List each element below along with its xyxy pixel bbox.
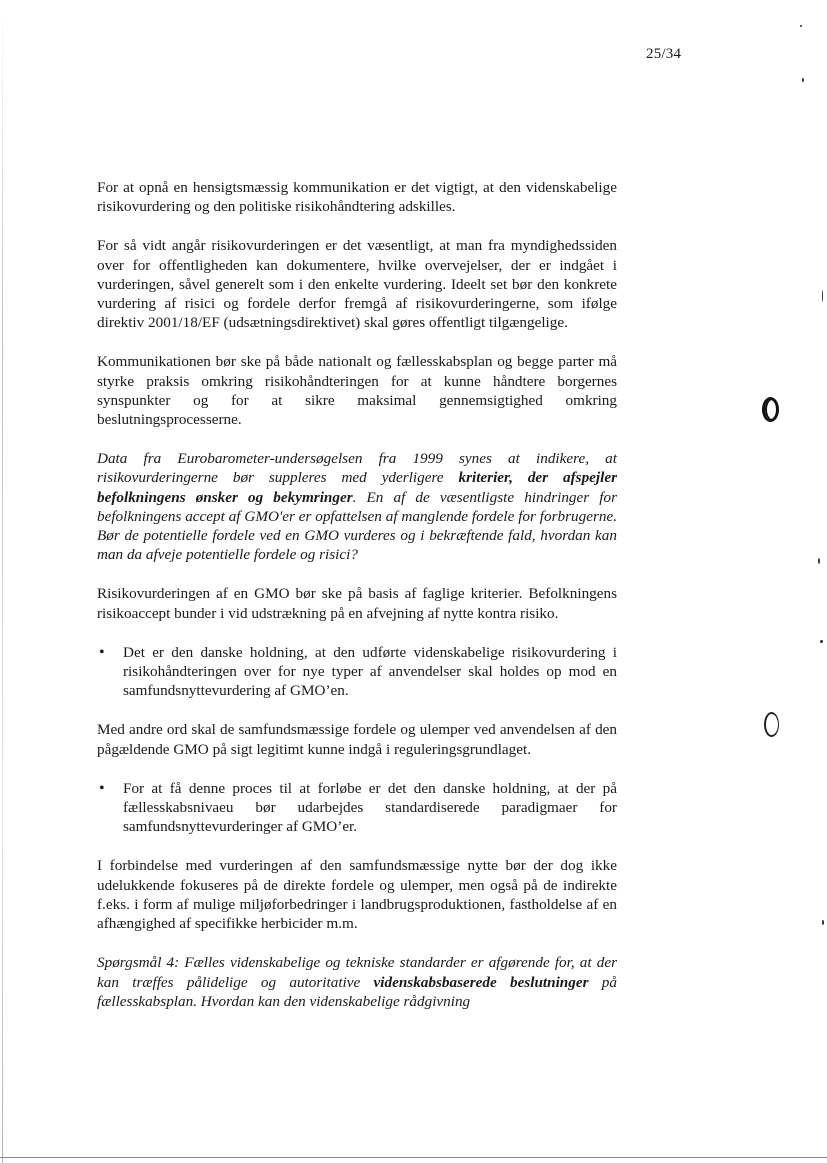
eurobarometer-question <box>97 449 617 564</box>
bullet-text: Det er den danske holdning, at den udførte videnskabelige risikovurdering i risikohåndteringen over for nye typer af anvendelser skal holdes op mod en samfundsnyttevurdering af GMO’en. <box>123 643 617 700</box>
scan-speck <box>802 78 804 82</box>
paragraph-other-words: Med andre ord skal de samfundsmæssige fordele og ulemper ved anvendelsen af den pågældende GMO på sigt legitimt kunne indgå i reguleringsgrundlaget. <box>97 721 617 758</box>
scan-speck <box>820 640 823 643</box>
bullet-dot-icon: • <box>99 779 105 797</box>
bullet-item-danish-position <box>97 643 617 701</box>
bullet-dot-icon: • <box>99 643 105 661</box>
question-4-bold: videnskabsbaserede beslutninger <box>373 973 589 991</box>
question-4 <box>97 953 617 1011</box>
question-4-text-1: Spørgsmål 4: Fælles videnskabelige og tekniske standarder er afgørende for, at der kan træffes pålidelige og autoritative <box>97 954 617 991</box>
question-4-text-2: på fællesskabsplan. Hvordan kan den videnskabelige rådgivning <box>97 973 617 1010</box>
bullet-text: For at få denne proces til at forløbe er det den danske holdning, at der på fællesskabsnivaeu bør udarbejdes standardiserede paradigmaer for samfundsnyttevurderinger af GMO’er. <box>123 779 617 836</box>
bullet-item-standard-paradigms <box>97 779 617 837</box>
paragraph-communication: For at opnå en hensigtsmæssig kommunikation er det vigtigt, at den videnskabelige risikovurdering og den politiske risikohåndtering adskilles. <box>97 179 617 216</box>
scan-bottom-edge <box>0 1157 827 1158</box>
scan-speck <box>822 920 824 925</box>
scan-left-edge <box>2 0 3 1163</box>
paragraph-societal-benefit: I forbindelse med vurderingen af den samfundsmæssige nytte bør der dog ikke udelukkende fokuseres på de direkte fordele og ulemper, men også på de indirekte f.eks. i form af mulige miljøforbedringer i landbrugsproduktionen, fastholdelse af en afhængighed af specifikke herbicider m.m. <box>97 857 617 933</box>
paragraph-risk-acceptance: Risikovurderingen af en GMO bør ske på basis af faglige kriterier. Befolkningens risikoaccept bunder i vid udstrækning på en afvejning af nytte kontra risiko. <box>97 585 617 622</box>
scan-speck <box>822 290 823 302</box>
eurobarometer-text-2: . En af de væsentligste hindringer for befolkningens accept af GMO'er er opfattelsen af manglende fordele for forbrugerne. Bør de potentielle fordele ved en GMO vurderes og i bekræftende fald, hvordan kan man da afveje potentielle fordele og risici? <box>97 488 617 564</box>
page-number: 25/34 <box>646 46 682 62</box>
punch-hole-mark-icon <box>762 397 779 422</box>
document-body <box>97 178 617 1031</box>
paragraph-communication-levels: Kommunikationen bør ske på både nationalt og fællesskabsplan og begge parter må styrke praksis omkring risikohåndteringen for at kunne håndtere borgernes synspunkter og for at sikre maksimal gennemsigtighed omkring beslutningsprocesserne. <box>97 353 617 429</box>
paragraph-risk-assessment: For så vidt angår risikovurderingen er det væsentligt, at man fra myndighedssiden over for offentligheden kan dokumentere, hvilke overvejelser, der er indgået i vurderingen, såvel generelt som i den enkelte vurdering. Ideelt set bør den konkrete vurdering af risici og fordele derfor fremgå af risikovurderingerne, som ifølge direktiv 2001/18/EF (udsætningsdirektivet) skal gøres offentligt tilgængelige. <box>97 237 617 332</box>
punch-hole-mark-icon <box>764 712 779 737</box>
scan-speck <box>818 558 820 564</box>
scan-speck <box>800 25 802 27</box>
eurobarometer-text-1: Data fra Eurobarometer-undersøgelsen fra 1999 synes at indikere, at risikovurderingerne bør suppleres med yderligere <box>97 450 617 487</box>
eurobarometer-bold: kriterier, der afspejler befolkningens ønsker og bekymringer <box>97 469 618 506</box>
